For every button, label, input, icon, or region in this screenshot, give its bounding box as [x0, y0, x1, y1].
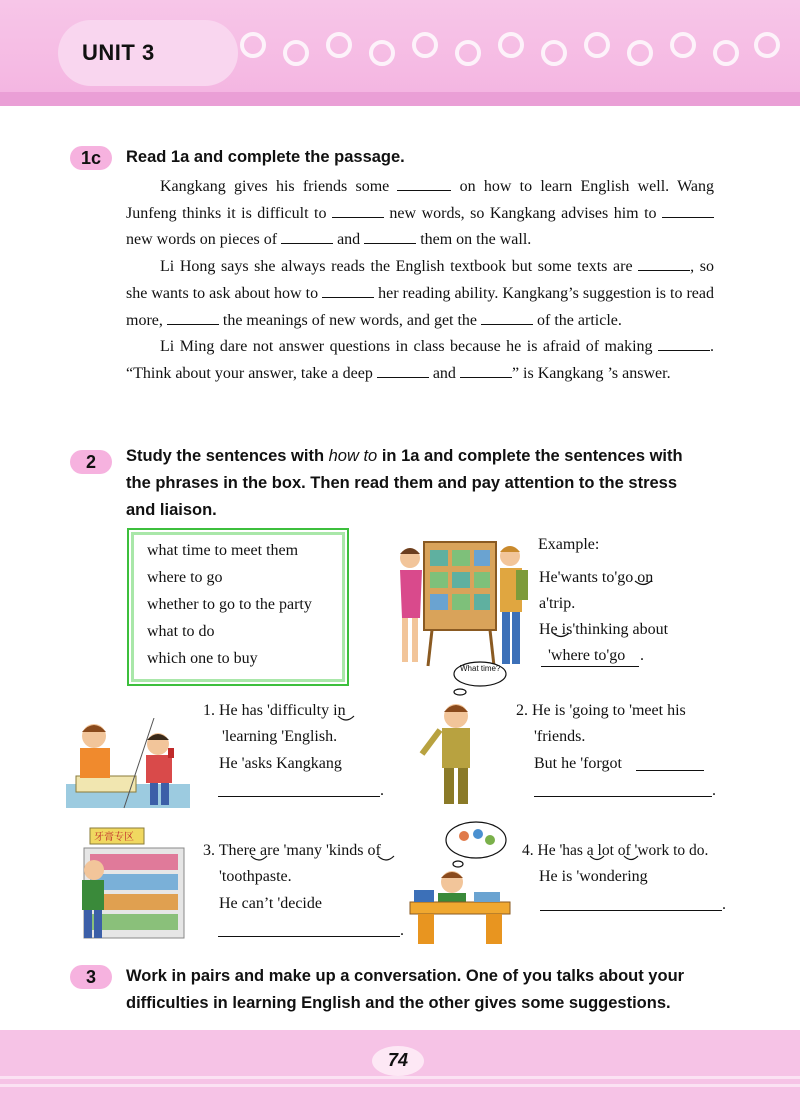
- question-3-line-1: 3. There are 'many 'kinds of: [203, 842, 381, 859]
- footer-line: [0, 1084, 800, 1087]
- thought-bubble-text: What time?: [460, 664, 501, 673]
- unit-title: UNIT 3: [82, 40, 155, 65]
- shelf-sign-text: 牙膏专区: [94, 832, 134, 843]
- passage-paragraph-1: Kangkang gives his friends some on how to learn English well. Wang Junfeng thinks it is difficult to new words, so Kangkang advises him to new words on pieces of and them on the wall.: [126, 178, 715, 249]
- phrase-item: what time to meet them: [147, 542, 299, 559]
- desk-boy-illustration: [404, 818, 516, 948]
- question-1-line-1: 1. He has 'difficulty in: [203, 702, 346, 719]
- question-1-period: .: [380, 782, 384, 799]
- answer-line-3[interactable]: [218, 936, 400, 937]
- example-answer: 'where to'go: [548, 647, 626, 664]
- answer-line-2b[interactable]: [534, 796, 712, 797]
- phrase-item: whether to go to the party: [147, 596, 312, 613]
- phone-boys-illustration: [66, 718, 190, 810]
- question-4-line-1: 4. He 'has a lot of 'work to do.: [522, 842, 709, 859]
- section-2-title: Study the sentences with how to in 1a and complete the sentences with the phrases in the box. Then read them and pay attention to the stress and liaison.: [126, 447, 683, 519]
- phrase-item: what to do: [147, 623, 215, 640]
- answer-line-4[interactable]: [540, 910, 722, 911]
- question-4-period: .: [722, 896, 726, 913]
- question-3-line-2: 'toothpaste.: [219, 868, 292, 885]
- toothpaste-shelf-illustration: [74, 826, 190, 942]
- page-number: 74: [387, 1050, 409, 1070]
- example-line-2: a'trip.: [539, 595, 576, 612]
- section-3-title: Work in pairs and make up a conversation. One of you talks about your difficulties in learning English and the other gives some suggestions.: [126, 967, 685, 1012]
- section-1c-badge: 1c: [70, 146, 112, 170]
- question-2-line-3: But he 'forgot: [534, 755, 622, 772]
- section-1c-title: Read 1a and complete the passage.: [126, 148, 405, 166]
- section-2-badge: 2: [70, 450, 112, 474]
- question-2-period: .: [712, 782, 716, 799]
- example-label: Example:: [538, 536, 600, 553]
- footer-line: [0, 1076, 800, 1079]
- question-3-period: .: [400, 922, 404, 939]
- phrase-item: where to go: [147, 569, 223, 586]
- passage-paragraph-2: Li Hong says she always reads the English textbook but some texts are , so she wants to ask about how to her reading ability. Kangkang’s suggestion is to read more, the meanings of new words, and get the of the article.: [126, 258, 714, 329]
- example-line-3: He is'thinking about: [539, 621, 669, 638]
- example-period: .: [640, 647, 644, 664]
- answer-line-1[interactable]: [218, 796, 380, 797]
- question-2-line-1: 2. He is 'going to 'meet his: [516, 702, 686, 719]
- question-3-line-3: He can’t 'decide: [219, 895, 322, 912]
- question-4-line-2: He is 'wondering: [539, 868, 648, 885]
- question-1-line-2: 'learning 'English.: [222, 728, 338, 745]
- phrase-item: which one to buy: [147, 650, 258, 667]
- passage-paragraph-3: Li Ming dare not answer questions in class because he is afraid of making . “Think about your answer, take a deep and ” is Kangkang ’s answer.: [126, 338, 714, 382]
- question-1-line-3: He 'asks Kangkang: [219, 755, 342, 772]
- section-3-badge: 3: [70, 965, 112, 989]
- answer-line-2a[interactable]: [636, 770, 704, 771]
- example-line-1: He'wants to'go on: [539, 569, 654, 586]
- thinking-boy-illustration: [416, 660, 508, 810]
- question-2-line-2: 'friends.: [534, 728, 586, 745]
